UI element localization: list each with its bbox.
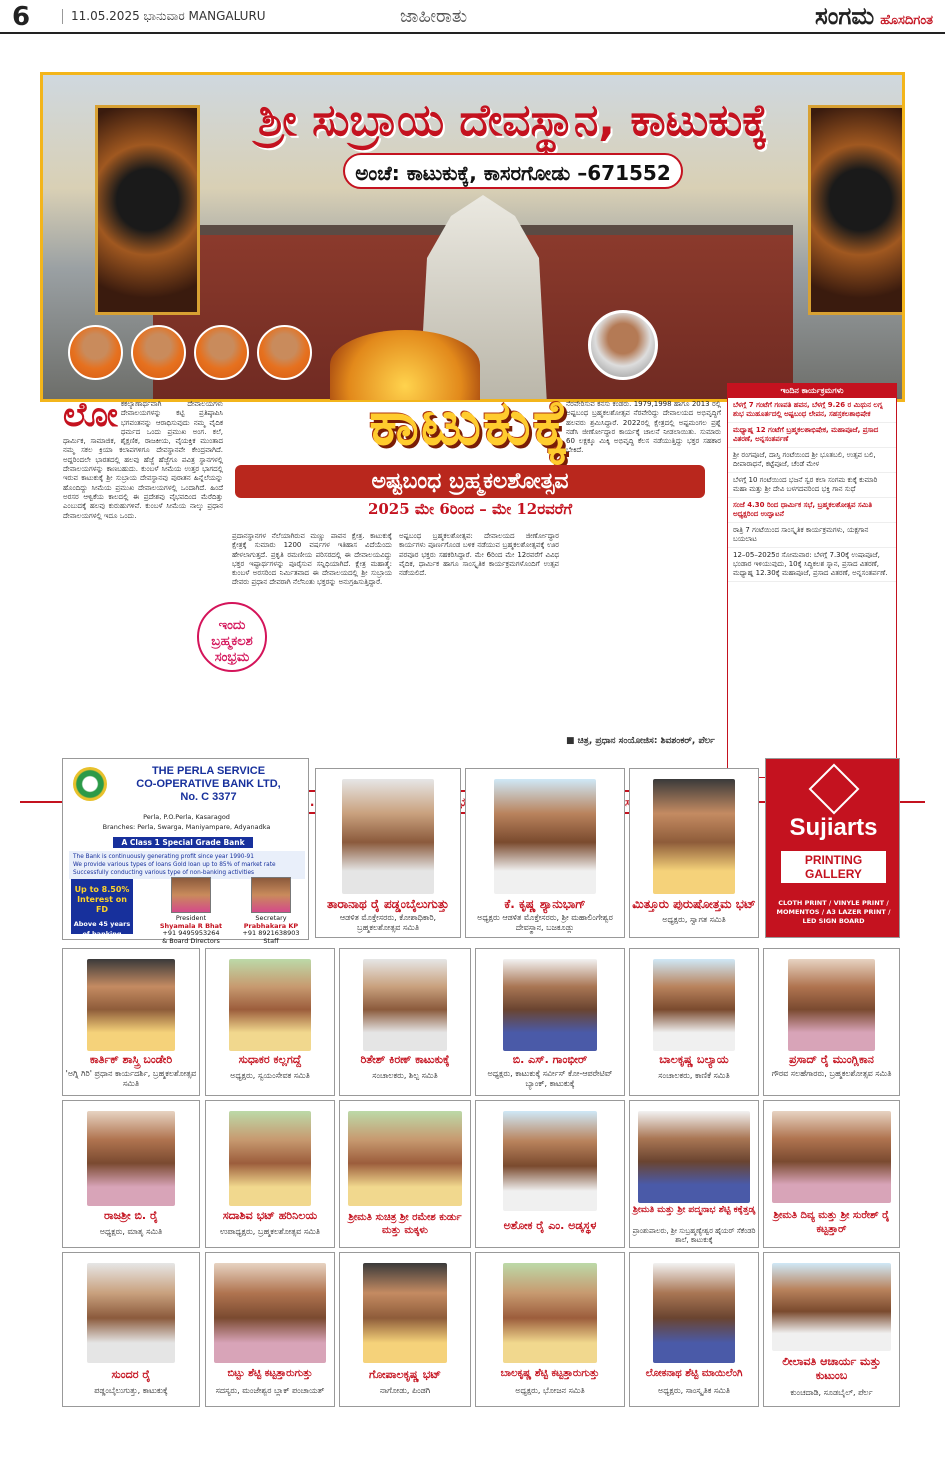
bank-name: THE PERLA SERVICE CO-OPERATIVE BANK LTD, No. C 3377	[136, 765, 281, 803]
masthead	[0, 0, 945, 34]
person-name: ಬಾಲಕೃಷ್ಣ ಬಲ್ಯಾಯ	[659, 1053, 729, 1066]
person-role: ಉಪಾಧ್ಯಕ್ಷರು, ಬ್ರಹ್ಮಕಲಶೋತ್ಸವ ಸಮಿತಿ	[220, 1227, 320, 1236]
person-name: ಕಾರ್ತಿಕ್ ಶಾಸ್ತ್ರಿ ಬಂಡೇರಿ	[89, 1053, 173, 1066]
dropcap: ಲೋ	[63, 400, 118, 435]
dateline: 11.05.2025 ಭಾನುವಾರ MANGALURU	[62, 9, 266, 24]
bank-branches: Branches: Perla, Swarga, Maniyampare, Adyanadka	[102, 823, 271, 831]
greeting-card	[315, 768, 461, 938]
person-photo	[87, 1111, 174, 1206]
person-role: ಅಧ್ಯಕ್ಷರು, ಭೋಜನ ಸಮಿತಿ	[515, 1386, 585, 1395]
person-name: ಸುಧಾಕರ ಕಲ್ಲಗದ್ದೆ	[238, 1053, 302, 1066]
today-badge: ಇಂದು ಬ್ರಹ್ಮಕಲಶ ಸಂಭ್ರಮ	[197, 602, 267, 672]
sujiarts-logo-icon	[809, 764, 860, 815]
person-photo	[653, 959, 735, 1051]
brand-logo: ಸಂಗಮ ಹೊಸದಿಗಂತ	[815, 2, 933, 30]
swamiji-portrait-2	[131, 325, 186, 380]
schedule-item: ಮಧ್ಯಾಹ್ನ 12 ಗಂಟೆಗೆ ಬ್ರಹ್ಮಕಲಶಾಭಿಷೇಕ, ಮಹಾಪೂಜೆ, ಪ್ರಸಾದ ವಿತರಣೆ, ಅನ್ನಸಂತರ್ಪಣೆ	[728, 423, 896, 448]
greeting-card	[629, 768, 759, 938]
person-name: ಗೋಪಾಲಕೃಷ್ಣ ಭಟ್	[368, 1368, 442, 1381]
person-name: ರಿತೇಶ್ ಕಿರಣ್ ಕಾಟುಕುಕ್ಕೆ	[360, 1053, 450, 1066]
greeting-card	[763, 1252, 900, 1407]
person-name: ಅಶೋಕ ರೈ ಎಂ. ಅಡ್ಕಸ್ಥಳ	[503, 1219, 597, 1232]
temple-address: ಅಂಚೆ: ಕಾಟುಕುಕ್ಕೆ, ಕಾಸರಗೋಡು –671552	[343, 153, 683, 189]
person-role: ಆಡಳಿತ ಮೊಕ್ತೇಸರರು, ಕೋಶಾಧಿಕಾರಿ, ಬ್ರಹ್ಮಕಲಶೋತ್ಸವ ಸಮಿತಿ	[339, 913, 437, 932]
schedule-box	[727, 383, 897, 778]
sujiarts-sub: PRINTING GALLERY	[781, 851, 886, 883]
couple-photo	[772, 1111, 891, 1203]
photo-credit: ■ ಚಿತ್ರ, ಪ್ರಧಾನ ಸಂಯೋಜಿಸ: ಶಿವಶಂಕರ್, ಪೆರ್ಲ	[566, 736, 715, 746]
greeting-card	[339, 1100, 471, 1248]
person-photo	[342, 779, 434, 894]
person-role: ಅಧ್ಯಕ್ಷರು, ಮಾತೃ ಸಮಿತಿ	[99, 1227, 163, 1236]
person-role: ಅಧ್ಯಕ್ಷರು, ಸಾಂಸ್ಕೃತಿಕ ಸಮಿತಿ	[657, 1386, 731, 1395]
greeting-card	[62, 1100, 200, 1248]
article-column-4: ನೆರವೇರಿಸುವ ಕನಸು ಕಂಡರು. 1979,1998 ಹಾಗೂ 2013 ರಲ್ಲಿ ಅಷ್ಟಬಂಧ ಬ್ರಹ್ಮಕಲಶೋತ್ಸವ ನೆರವೇರಿದ್ದು ದೇವಾಲಯದ ಅಭಿವೃದ್ಧಿಗೆ ಹಲವರು ಶ್ರಮಿಸಿದ್ದಾರೆ. 2022ರಲ್ಲಿ ಕ್ಷೇತ್ರದಲ್ಲಿ ಅಷ್ಟಮಂಗಲ ಪ್ರಶ್ನೆ ನಡೆಸಿ ಜೀರ್ಣೋದ್ಧಾರ ಕಾರ್ಯಕ್ಕೆ ಚಾಲನೆ ನೀಡಲಾಯಿತು. ಸುಮಾರು 60 ಲಕ್ಷಕ್ಕೂ ಮಿಕ್ಕಿ ಅಭಿವೃದ್ಧಿ ಕೆಲಸ ನಡೆಯುತ್ತಿದ್ದು ಭಕ್ತರ ಸಹಕಾರ ಬೇಕಿದೆ.	[566, 400, 721, 455]
person-role: 'ಅಗ್ನಿ ಗಿರಿ' ಪ್ರಧಾನ ಕಾರ್ಯದರ್ಶಿ, ಬ್ರಹ್ಮಕಲಶೋತ್ಸವ ಸಮಿತಿ	[65, 1069, 197, 1088]
person-name: ಬಿ. ಎಸ್. ಗಾಂಭೀರ್	[512, 1053, 588, 1066]
bank-advertisement	[62, 758, 309, 948]
section-label: ಜಾಹೀರಾತು	[400, 6, 468, 27]
person-name: ಸುಂದರ ರೈ	[111, 1368, 151, 1381]
greeting-card	[339, 1252, 471, 1407]
person-role: ಪ್ರಾಂಶುಪಾಲರು, ಶ್ರೀ ಸುಬ್ರಹ್ಮಣ್ಯೇಶ್ವರ ಹೈಯರ್ ಸೆಕೆಂಡರಿ ಶಾಲೆ, ಕಾಟುಕುಕ್ಕೆ	[632, 1227, 756, 1244]
person-role: ಕುಂಚದಾಡಿ, ಸೂಡಬೈಲ್, ಪೆರ್ಲ	[790, 1388, 873, 1397]
person-name: ಲೋಕನಾಥ ಶೆಟ್ಟಿ ಮಾಯಿಲೆಂಗಿ	[645, 1368, 743, 1379]
schedule-item: ಸಂಜೆ 4.30 ರಿಂದ ಧಾರ್ಮಿಕ ಸಭೆ, ಬ್ರಹ್ಮಕಲಶೋತ್ಸವ ಸಮಿತಿ ಅಧ್ಯಕ್ಷರಿಂದ ಉದ್ಘಾಟನೆ	[728, 498, 896, 523]
greeting-card	[475, 1252, 625, 1407]
person-photo	[87, 1263, 174, 1363]
greeting-card	[475, 948, 625, 1096]
secretary-photo	[251, 877, 291, 913]
family-photo	[772, 1263, 891, 1351]
person-name: ಶ್ರೀಮತಿ ದಿವ್ಯ ಮತ್ತು ಶ್ರೀ ಸುರೇಶ್ ರೈ ಕಟ್ಟತ್ತಾರ್	[773, 1210, 890, 1235]
schedule-item: ಶ್ರೀ ರಂಗಪೂಜೆ, ದಾಸ್ತಿ ಗಂಟೆಯಿಂದ ಶ್ರೀ ಭೂತಬಲಿ, ಉತ್ಸವ ಬಲಿ, ದೀಪಾರಾಧನೆ, ಕಟ್ಟೆಪೂಜೆ, ಚೆಂಡೆ ಮೇಳ	[728, 448, 896, 473]
person-name: ಶ್ರೀಮತಿ ಸುಚಿತ್ರ ಶ್ರೀ ರಮೇಶ ಕುರ್ಡು ಮತ್ತು ಮಕ್ಕಳು	[348, 1212, 462, 1236]
person-role: ಸಂಚಾಲಕರು, ಶಿಲ್ಪ ಸಮಿತಿ	[372, 1071, 438, 1080]
family-photo	[214, 1263, 327, 1363]
article-column-1: ಲೋಕಕಲ್ಯಾಣಾರ್ಥವಾಗಿ ದೇವಾಲಯಗಳು ದೇವಾಲಯಗಳನ್ನು ಕಟ್ಟಿ ಪ್ರತಿಷ್ಠಾಪಿಸಿ ಭಗವಂತನನ್ನು ಆರಾಧಿಸುವುದು ನಮ್ಮ ವೈದಿಕ ಧರ್ಮದ ಒಂದು ಪ್ರಮುಖ ಅಂಗ. ಕಲೆ, ಧಾರ್ಮಿಕ, ಸಾಮಾಜಿಕ, ಶೈಕ್ಷಣಿಕ, ರಾಜಕೀಯ, ವೈಯಕ್ತಿಕ ಮುಂತಾದ ನಮ್ಮ ಸಕಲ ಕ್ರಿಯಾ ಕಲಾಪಗಳಿಗೂ ದೇವಸ್ಥಾನವೇ ಕೇಂದ್ರವಾಗಿದೆ. ಅದ್ದರಿಂದಲೇ ಭಾರತದಲ್ಲಿ ಹಲವು ಹೆಜ್ಜೆ ಹೆಜ್ಜೆಗೂ ಪವಿತ್ರ ಸ್ಥಾನಗಳಲ್ಲಿ ದೇವಾಲಯಗಳನ್ನು ಕಾಣಬಹುದು. ಕುಂಬಳೆ ಸೀಮೆಯ ಉತ್ತರ ಭಾಗದಲ್ಲಿ ಇರುವ ಕಾಟುಕುಕ್ಕೆ ಶ್ರೀ ಸುಬ್ರಾಯ ದೇವಸ್ಥಾನವು ಪುರಾತನ ಹಿನ್ನೆಲೆಯನ್ನು ಹೊಂದಿದ್ದು ಸೀಮೆಯ ಪ್ರಮುಖ ದೇವಾಲಯಗಳಲ್ಲಿ ಒಂದಾಗಿದೆ. ಹಿಂದೆ ಅರಸರ ಆಳ್ವಿಕೆಯ ಕಾಲದಲ್ಲಿ ಈ ಪ್ರದೇಶವು ವೈಭವದಿಂದ ಮೆರೆದಿತ್ತು ಎಂಬುದಕ್ಕೆ ಹಲವು ಕುರುಹುಗಳಿವೆ. ಕುಂಬಳೆ ಸೀಮೆಯ ನಾಲ್ಕು ಪ್ರಧಾನ ದೇವಾಲಯಗಳಲ್ಲಿ ಇದೂ ಒಂದು.	[63, 400, 223, 520]
person-name: ತಾರಾನಾಥ ರೈ ಪಡ್ಡಂಬೈಲುಗುತ್ತು	[326, 897, 450, 911]
person-photo	[494, 779, 595, 894]
article-column-2: ಪ್ರದಾನಸ್ಥಾನಗಳ ನೆಲೆಯಾಗಿರುವ ಮಣ್ಣು ಪಾವನ ಕ್ಷೇತ್ರ. ಕಾಟುಕುಕ್ಕೆ ಕ್ಷೇತ್ರಕ್ಕೆ ಸುಮಾರು 1200 ವರ್ಷಗಳ ಇತಿಹಾಸ ವಿದೆಯೆಂದು ಹೇಳಲಾಗುತ್ತದೆ. ಪ್ರಕೃತಿ ರಮಣೀಯ ಪರಿಸರದಲ್ಲಿ ಈ ದೇವಾಲಯವಿದ್ದು ಭಕ್ತರ ಇಷ್ಟಾರ್ಥಗಳನ್ನು ಪೂರೈಸುವ ಸನ್ನಿಧಿಯಾಗಿದೆ. ಕ್ಷೇತ್ರ ಮಹಾತ್ಮೆ: ಕುಂಬಳೆ ಅರಸರಿಂದ ನಿರ್ಮಿತವಾದ ಈ ದೇವಾಲಯದಲ್ಲಿ ಶ್ರೀ ಸುಬ್ರಾಯ ದೇವರು ಪ್ರಧಾನ ದೇವರಾಗಿ ನೆಲೆನಿಂತು ಭಕ್ತರನ್ನು ಅನುಗ್ರಹಿಸುತ್ತಿದ್ದಾರೆ.	[232, 532, 392, 587]
person-name: ರಾಜಶ್ರೀ ಬಿ. ರೈ	[103, 1209, 159, 1222]
person-role: ಅಧ್ಯಕ್ಷರು, ಕಾಟುಕುಕ್ಕೆ ಸರ್ವೀಸ್ ಕೋ-ಆಪರೇಟಿವ್ ಬ್ಯಾಂಕ್, ಕಾಟುಕುಕ್ಕೆ	[487, 1069, 613, 1088]
greeting-card	[205, 1252, 335, 1407]
greeting-card	[465, 768, 625, 938]
sujiarts-name: Sujiarts	[789, 814, 878, 841]
person-role: ಅಧ್ಯಕ್ಷರು ಆಡಳಿತ ಮೊಕ್ತೇಸರರು, ಶ್ರೀ ಮಹಾಲಿಂಗೇಶ್ವರ ದೇವಸ್ಥಾನ, ಬಜಕೂಡ್ಲು	[477, 913, 613, 932]
deity-image-left	[95, 105, 200, 315]
person-role: ಸದಸ್ಯರು, ಮಂಜೇಶ್ವರ ಬ್ಲಾಕ್ ಪಂಚಾಯತ್	[215, 1386, 325, 1395]
person-name: ಪ್ರಸಾದ್ ರೈ ಮುಂಗ್ಲಿಕಾನ	[789, 1053, 874, 1066]
schedule-heading: ಇಂದಿನ ಕಾರ್ಯಕ್ರಮಗಳು	[728, 384, 896, 398]
person-name: ಕೆ. ಕೃಷ್ಣ ಶ್ಯಾನುಭಾಗ್	[504, 897, 586, 911]
festival-dates: 2025 ಮೇ 6ರಿಂದ – ಮೇ 12ರವರೆಗೆ	[367, 500, 573, 518]
sujiarts-advertisement	[765, 758, 900, 938]
secretary-caption: Secretary Prabhakara KP +91 8921638903 Staff	[242, 914, 300, 945]
person-photo	[363, 1263, 446, 1363]
greeting-card	[205, 1100, 335, 1248]
person-photo	[363, 959, 446, 1051]
greeting-card	[763, 1100, 900, 1248]
person-photo	[653, 779, 735, 894]
festival-name: ಅಷ್ಟಬಂಧ ಬ್ರಹ್ಮಕಲಶೋತ್ಸವ	[235, 465, 705, 498]
schedule-item: ಬೆಳಗ್ಗೆ 10 ಗಂಟೆಯಿಂದ ಭಜನೆ ಸ್ವರ ಕಲಾ ಸಂಗಮ ಕುಕ್ಕೆ ಕುಮಾರಿ ಮಹಾ ಮತ್ತು ಶ್ರೀ ದೇವಿ ಬಳಗದವರಿಂದ ಭಕ್ತಿ ಗಾನ ಸುಧೆ	[728, 473, 896, 498]
person-photo	[229, 959, 311, 1051]
greeting-card	[475, 1100, 625, 1248]
greeting-card	[629, 1100, 759, 1248]
schedule-item: ರಾತ್ರಿ 7 ಗಂಟೆಯಿಂದ ಸಾಂಸ್ಕೃತಿಕ ಕಾರ್ಯಕ್ರಮಗಳು, ಯಕ್ಷಗಾನ ಬಯಲಾಟ	[728, 523, 896, 548]
person-role: ಗೌರವ ಸಲಹೆಗಾರರು, ಬ್ರಹ್ಮಕಲಶೋತ್ಸವ ಸಮಿತಿ	[771, 1069, 892, 1078]
bank-rate: Up to 8.50% Interest on FD Above 45 years of banking experience	[71, 879, 133, 934]
person-photo	[503, 959, 598, 1051]
greeting-card	[62, 948, 200, 1096]
page-number: 6	[12, 2, 31, 32]
greeting-card	[205, 948, 335, 1096]
person-photo	[229, 1111, 311, 1206]
article-column-3: ಅಷ್ಟಬಂಧ ಬ್ರಹ್ಮಕಲಶೋತ್ಸವ: ದೇವಾಲಯದ ಜೀರ್ಣೋದ್ಧಾರ ಕಾರ್ಯಗಳು ಪೂರ್ಣಗೊಂಡ ಬಳಿಕ ನಡೆಯುವ ಬ್ರಹ್ಮಕಲಶೋತ್ಸವಕ್ಕೆ ಊರ ಪರವೂರ ಭಕ್ತರು ಸಹಕರಿಸಿದ್ದಾರೆ. ಮೇ 6ರಿಂದ ಮೇ 12ರವರೆಗೆ ವಿವಿಧ ವೈದಿಕ, ಧಾರ್ಮಿಕ ಹಾಗೂ ಸಾಂಸ್ಕೃತಿಕ ಕಾರ್ಯಕ್ರಮಗಳೊಂದಿಗೆ ಉತ್ಸವ ನಡೆಯಲಿದೆ.	[399, 532, 559, 578]
sujiarts-services: CLOTH PRINT / VINYLE PRINT / MOMENTOS / A3 LAZER PRINT / LED SIGN BOARD	[776, 899, 891, 925]
person-role: ಅಧ್ಯಕ್ಷರು, ಸ್ವಾಗತ ಸಮಿತಿ	[662, 915, 726, 924]
deity-image-right	[808, 105, 905, 315]
person-photo	[788, 959, 874, 1051]
temple-title: ಶ್ರೀ ಸುಬ್ರಾಯ ದೇವಸ್ಥಾನ, ಕಾಟುಕುಕ್ಕೆ	[258, 95, 768, 146]
greeting-card	[62, 1252, 200, 1407]
person-photo	[503, 1111, 598, 1211]
person-role: ಸಂಚಾಲಕರು, ಕಾಣಿಕೆ ಸಮಿತಿ	[658, 1071, 730, 1080]
bank-logo-icon	[73, 767, 107, 801]
logo-word: ಕಾಟುಕುಕ್ಕೆ	[369, 386, 571, 459]
salutation-banner: .............ಕಾಟುಕುಕ್ಕೆ ಸಲ್ಲಿಸುವ	[242, 790, 724, 814]
person-role: ಅಧ್ಯಕ್ಷರು, ಸ್ವಯಂಸೇವಕ ಸಮಿತಿ	[230, 1071, 310, 1080]
person-name: ಬಾಲಕೃಷ್ಣ ಶೆಟ್ಟಿ ಕಟ್ಟತ್ತಾರುಗುತ್ತು	[500, 1368, 600, 1379]
person-photo	[503, 1263, 598, 1363]
greeting-card	[339, 948, 471, 1096]
greeting-card	[629, 948, 759, 1096]
president-photo	[171, 877, 211, 913]
bank-bullets: The Bank is continuously generating profit since year 1990-91 We provide various types of loans Gold loan up to 85% of market rate Successfully conducting various type of non-banking activities	[69, 851, 305, 879]
schedule-item: 12–05–2025ರ ಸೋಮವಾರ: ಬೆಳಗ್ಗೆ 7.30ಕ್ಕೆ ಉಷಾಪೂಜೆ, ಭಂಡಾರ ಇಳಿಯುವುದು, 10ಕ್ಕೆ ಸಿದ್ಧಿಕಲಶ ಸ್ನಾನ, ಪ್ರಸಾದ ವಿತರಣೆ, ಮಧ್ಯಾಹ್ನ 12.30ಕ್ಕೆ ಮಹಾಪೂಜೆ, ಪ್ರಸಾದ ವಿತರಣೆ, ಅನ್ನಸಂತರ್ಪಣೆ.	[728, 548, 896, 582]
family-photo	[348, 1111, 462, 1206]
person-photo	[87, 959, 174, 1051]
swamiji-portrait-1	[68, 325, 123, 380]
person-name: ಲೀಲಾವತಿ ಆಚಾರ್ಯ ಮತ್ತು ಕುಟುಂಬ	[782, 1355, 881, 1382]
person-role: ನಾಗೋಡು, ಪಿಂಡಗಿ	[379, 1386, 431, 1395]
schedule-item: ಬೆಳಗ್ಗೆ 7 ಗಂಟೆಗೆ ಗಣಪತಿ ಹವನ, ಬೆಳಗ್ಗೆ 9.26 ರ ಮಿಥುನ ಲಗ್ನ ಶುಭ ಮುಹೂರ್ತದಲ್ಲಿ ಅಷ್ಟಬಂಧ ಲೇಪನ, ಸಹಸ್ರಕಲಶಾಭಿಷೇಕ	[728, 398, 896, 423]
greeting-card	[629, 1252, 759, 1407]
person-name: ಮಿತ್ತೂರು ಪುರುಷೋತ್ತಮ ಭಟ್	[632, 897, 756, 911]
person-name: ಬಿಟ್ಟು ಶೆಟ್ಟಿ ಕಟ್ಟತ್ತಾರುಗುತ್ತು	[227, 1368, 313, 1379]
bank-address: Perla, P.O.Perla, Kasaragod	[143, 813, 230, 821]
person-role: ಪಡ್ಡಂಬೈಲುಗುತ್ತು, ಕಾಟುಕುಕ್ಕೆ	[94, 1386, 168, 1395]
couple-photo	[638, 1111, 751, 1203]
president-caption: President Shyamala R Bhat +91 9495953264 & Board Directors	[159, 914, 223, 945]
bank-class: A Class 1 Special Grade Bank	[113, 837, 253, 848]
greeting-card	[763, 948, 900, 1096]
person-photo	[653, 1263, 735, 1363]
person-name: ಸದಾಶಿವ ಭಟ್ ಹರಿನಿಲಯ	[222, 1209, 318, 1222]
person-name: ಶ್ರೀಮತಿ ಮತ್ತು ಶ್ರೀ ಪದ್ಮನಾಭ ಶೆಟ್ಟಿ ಕಕ್ಕೆತ್ತಡ್ಕ	[632, 1205, 756, 1215]
